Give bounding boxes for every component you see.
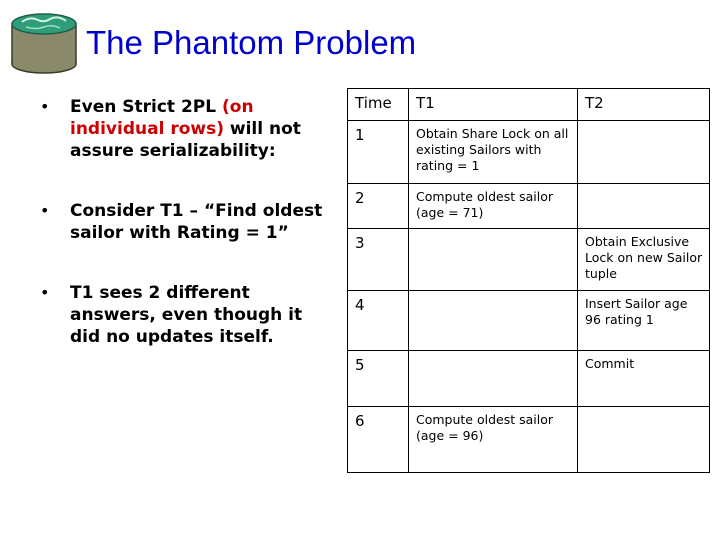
- cell-t2: Insert Sailor age 96 rating 1: [578, 291, 710, 351]
- cell-time: 6: [348, 407, 409, 473]
- cell-t1: [409, 351, 578, 407]
- bullet-text: T1 sees 2 different answers, even though it did no updates itself.: [70, 283, 303, 347]
- cell-time: 2: [348, 184, 409, 229]
- cell-t1: Compute oldest sailor (age = 96): [409, 407, 578, 473]
- cell-t1: Obtain Share Lock on all existing Sailors with rating = 1: [409, 121, 578, 184]
- cell-t1: Compute oldest sailor (age = 71): [409, 184, 578, 229]
- cell-time: 3: [348, 229, 409, 291]
- page-title: The Phantom Problem: [86, 24, 417, 61]
- bullet-text: will not assure serializability:: [70, 119, 301, 161]
- cell-t1: [409, 229, 578, 291]
- header-t2: T2: [578, 89, 710, 121]
- cell-t1: [409, 291, 578, 351]
- table-row: [348, 184, 710, 229]
- cell-time: 1: [348, 121, 409, 184]
- bullet-item: [40, 282, 325, 348]
- cell-time: 4: [348, 291, 409, 351]
- bullet-item: [40, 200, 325, 244]
- bullet-glyph: •: [40, 201, 50, 220]
- cell-t2: Commit: [578, 351, 710, 407]
- table-header-row: [348, 89, 710, 121]
- table-row: [348, 229, 710, 291]
- header-t1: T1: [409, 89, 578, 121]
- schedule-table: [347, 88, 710, 473]
- cell-time: 5: [348, 351, 409, 407]
- bullet-text: Consider T1 – “Find oldest sailor with Rating = 1”: [70, 201, 323, 243]
- table-row: [348, 407, 710, 473]
- bullet-text: Even Strict 2PL: [70, 97, 222, 117]
- table-row: [348, 121, 710, 184]
- bullet-highlight: (on individual rows): [70, 97, 254, 139]
- table-row: [348, 351, 710, 407]
- cell-t2: Obtain Exclusive Lock on new Sailor tuple: [578, 229, 710, 291]
- bullet-list: [40, 96, 325, 348]
- cell-t2: [578, 184, 710, 229]
- bullet-item: [40, 96, 325, 162]
- bullet-glyph: •: [40, 283, 50, 302]
- header-time: Time: [348, 89, 409, 121]
- bullet-glyph: •: [40, 97, 50, 116]
- database-cylinder-icon: [8, 10, 80, 76]
- table-row: [348, 291, 710, 351]
- cell-t2: [578, 121, 710, 184]
- cell-t2: [578, 407, 710, 473]
